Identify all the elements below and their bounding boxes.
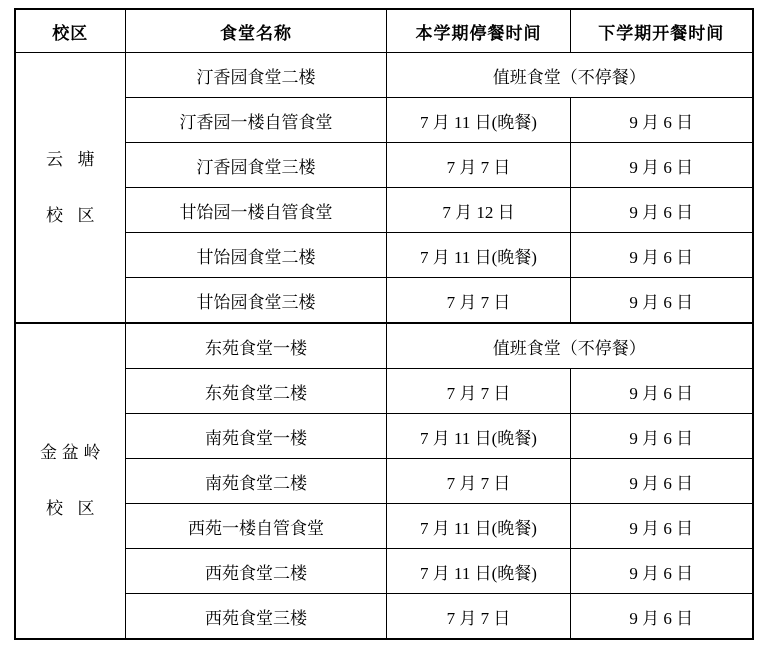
- table-row: [15, 188, 753, 233]
- table-row: [15, 549, 753, 594]
- stop-date-cell: 7 月 7 日: [387, 459, 571, 504]
- table-row: [15, 53, 753, 98]
- canteen-schedule-table: [14, 8, 754, 640]
- canteen-name-cell: 西苑食堂二楼: [126, 549, 387, 594]
- campus-name-line: 云塘: [46, 149, 109, 169]
- open-date-cell: 9 月 6 日: [571, 143, 753, 188]
- open-date-cell: 9 月 6 日: [571, 414, 753, 459]
- canteen-name-cell: 甘饴园食堂三楼: [126, 278, 387, 324]
- table-row: [15, 459, 753, 504]
- stop-date-cell: 7 月 11 日(晚餐): [387, 414, 571, 459]
- open-date-cell: 9 月 6 日: [571, 369, 753, 414]
- table-row: [15, 98, 753, 143]
- table-row: [15, 233, 753, 278]
- header-open-date: 下学期开餐时间: [571, 9, 753, 53]
- stop-date-cell: 7 月 7 日: [387, 143, 571, 188]
- table-body: [15, 53, 753, 640]
- canteen-name-cell: 西苑一楼自管食堂: [126, 504, 387, 549]
- open-date-cell: 9 月 6 日: [571, 278, 753, 324]
- table-row: [15, 369, 753, 414]
- header-row: [15, 9, 753, 53]
- stop-date-cell: 7 月 11 日(晚餐): [387, 98, 571, 143]
- duty-canteen-status-cell: 值班食堂（不停餐）: [387, 53, 753, 98]
- stop-date-cell: 7 月 7 日: [387, 594, 571, 640]
- campus-name-line: 校区: [46, 499, 109, 518]
- table-row: [15, 323, 753, 369]
- campus-name-line: 校区: [46, 205, 109, 225]
- stop-date-cell: 7 月 11 日(晚餐): [387, 504, 571, 549]
- canteen-name-cell: 南苑食堂一楼: [126, 414, 387, 459]
- open-date-cell: 9 月 6 日: [571, 549, 753, 594]
- stop-date-cell: 7 月 11 日(晚餐): [387, 549, 571, 594]
- table-row: [15, 278, 753, 324]
- canteen-name-cell: 东苑食堂一楼: [126, 323, 387, 369]
- table-row: [15, 504, 753, 549]
- duty-canteen-status-cell: 值班食堂（不停餐）: [387, 323, 753, 369]
- canteen-name-cell: 汀香园一楼自管食堂: [126, 98, 387, 143]
- campus-cell: [15, 53, 126, 324]
- table-row: [15, 143, 753, 188]
- canteen-name-cell: 甘饴园一楼自管食堂: [126, 188, 387, 233]
- header-canteen-name: 食堂名称: [126, 9, 387, 53]
- open-date-cell: 9 月 6 日: [571, 233, 753, 278]
- stop-date-cell: 7 月 7 日: [387, 369, 571, 414]
- table-row: [15, 414, 753, 459]
- canteen-name-cell: 南苑食堂二楼: [126, 459, 387, 504]
- table-header: [15, 9, 753, 53]
- canteen-name-cell: 甘饴园食堂二楼: [126, 233, 387, 278]
- header-stop-date: 本学期停餐时间: [387, 9, 571, 53]
- stop-date-cell: 7 月 7 日: [387, 278, 571, 324]
- open-date-cell: 9 月 6 日: [571, 188, 753, 233]
- canteen-name-cell: 东苑食堂二楼: [126, 369, 387, 414]
- campus-cell: [15, 323, 126, 639]
- open-date-cell: 9 月 6 日: [571, 459, 753, 504]
- stop-date-cell: 7 月 12 日: [387, 188, 571, 233]
- canteen-name-cell: 汀香园食堂三楼: [126, 143, 387, 188]
- canteen-name-cell: 汀香园食堂二楼: [126, 53, 387, 98]
- stop-date-cell: 7 月 11 日(晚餐): [387, 233, 571, 278]
- open-date-cell: 9 月 6 日: [571, 504, 753, 549]
- open-date-cell: 9 月 6 日: [571, 98, 753, 143]
- table-row: [15, 594, 753, 640]
- campus-name-line: 金盆岭: [39, 443, 106, 462]
- header-campus: 校区: [15, 9, 126, 53]
- canteen-name-cell: 西苑食堂三楼: [126, 594, 387, 640]
- open-date-cell: 9 月 6 日: [571, 594, 753, 640]
